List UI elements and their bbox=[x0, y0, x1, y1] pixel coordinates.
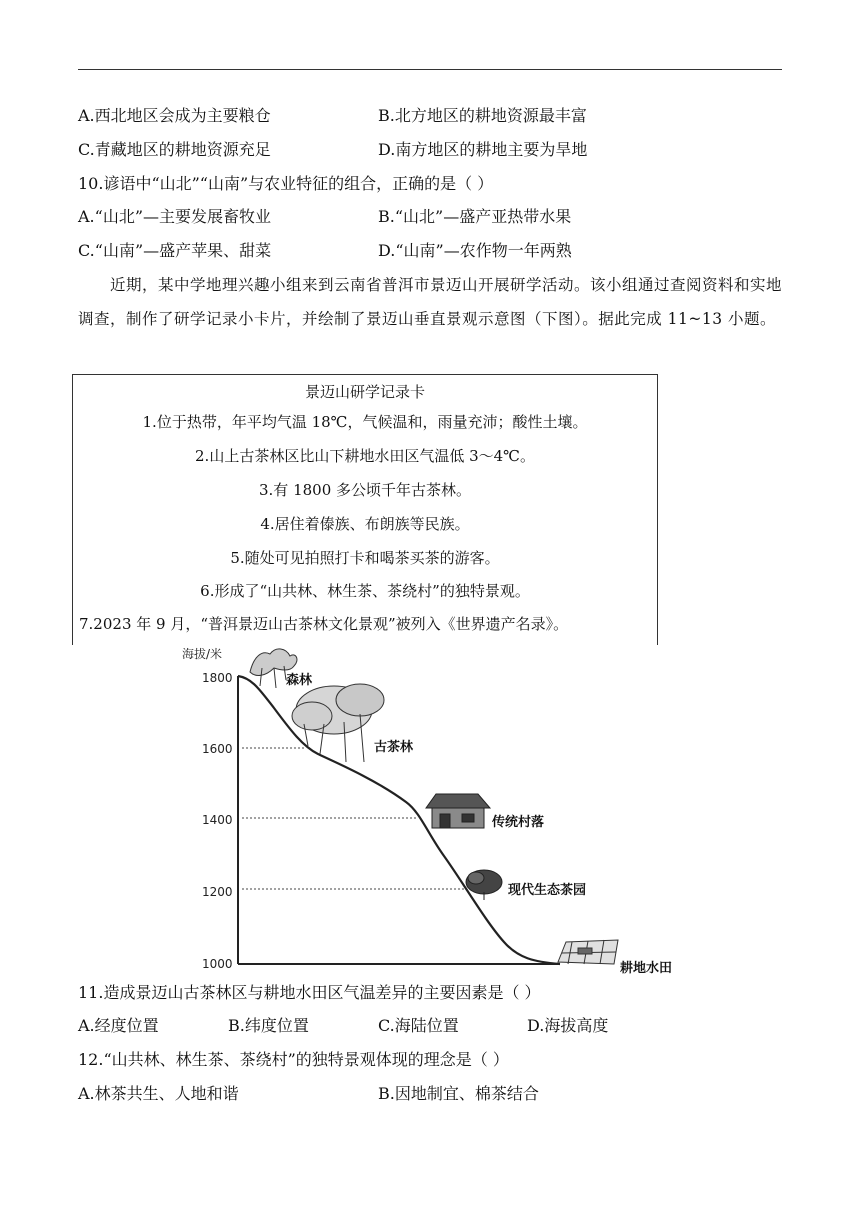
q12-option-a: A.林茶共生、人地和谐 bbox=[78, 1084, 239, 1103]
q12-option-b: B.因地制宜、棉茶结合 bbox=[378, 1084, 539, 1103]
tick-label-1200: 1200 bbox=[202, 885, 233, 899]
record-card-item: 6.形成了“山共林、林生茶、茶绕村”的独特景观。 bbox=[200, 582, 530, 600]
tick-label-1000: 1000 bbox=[202, 957, 233, 971]
record-card-item: 7.2023 年 9 月，“普洱景迈山古茶林文化景观”被列入《世界遗产名录》。 bbox=[79, 615, 569, 633]
q12-stem: 12.“山共林、林生茶、茶绕村”的独特景观体现的理念是（ ） bbox=[78, 1050, 509, 1069]
label-paddy-field: 耕地水田 bbox=[620, 961, 673, 976]
q11-option-d: D.海拔高度 bbox=[527, 1016, 609, 1035]
diagram-svg bbox=[174, 642, 694, 978]
q11-option-c: C.海陆位置 bbox=[378, 1016, 459, 1035]
q10-option-c: C.“山南”—盛产苹果、甜菜 bbox=[78, 241, 272, 260]
q11-option-b: B.纬度位置 bbox=[228, 1016, 309, 1035]
paddy-field-icon bbox=[558, 940, 618, 964]
tick-label-1800: 1800 bbox=[202, 671, 233, 685]
record-card-item: 3.有 1800 多公顷千年古茶林。 bbox=[258, 481, 472, 499]
q9-option-a: A.西北地区会成为主要粮仓 bbox=[78, 106, 271, 125]
q10-stem: 10.谚语中“山北”“山南”与农业特征的组合，正确的是（ ） bbox=[78, 174, 494, 193]
label-eco-tea-garden: 现代生态茶园 bbox=[508, 883, 587, 898]
record-card-item: 5.随处可见拍照打卡和喝茶买茶的游客。 bbox=[230, 549, 500, 567]
record-card bbox=[72, 374, 658, 645]
q10-option-a: A.“山北”—主要发展畜牧业 bbox=[78, 207, 272, 226]
ancient-tea-forest-icon bbox=[292, 684, 384, 762]
village-house-icon bbox=[426, 794, 490, 828]
q10-option-b: B.“山北”—盛产亚热带水果 bbox=[378, 207, 572, 226]
vertical-landscape-diagram bbox=[174, 642, 694, 978]
record-card-item: 2.山上古茶林区比山下耕地水田区气温低 3～4℃。 bbox=[195, 447, 535, 465]
q9-option-b: B.北方地区的耕地资源最丰富 bbox=[378, 106, 587, 125]
tick-label-1400: 1400 bbox=[202, 813, 233, 827]
label-ancient-tea-forest: 古茶林 bbox=[374, 740, 414, 755]
label-forest: 森林 bbox=[286, 673, 313, 688]
header-rule bbox=[78, 69, 782, 70]
record-card-item: 4.居住着傣族、布朗族等民族。 bbox=[260, 515, 470, 533]
q9-option-c: C.青藏地区的耕地资源充足 bbox=[78, 140, 271, 159]
passage-text: 近期，某中学地理兴趣小组来到云南省普洱市景迈山开展研学活动。该小组通过查阅资料和实地调查，制作了研学记录小卡片，并绘制了景迈山垂直景观示意图（下图）。据此完成 11~13 小题。 bbox=[78, 276, 783, 328]
y-axis-label: 海拔/米 bbox=[182, 647, 223, 661]
record-card-item: 1.位于热带，年平均气温 18℃，气候温和，雨量充沛；酸性土壤。 bbox=[142, 413, 588, 431]
q10-option-d: D.“山南”—农作物一年两熟 bbox=[378, 241, 572, 260]
q11-stem: 11.造成景迈山古茶林区与耕地水田区气温差异的主要因素是（ ） bbox=[78, 983, 541, 1002]
q9-option-d: D.南方地区的耕地主要为旱地 bbox=[378, 140, 588, 159]
record-card-title: 景迈山研学记录卡 bbox=[304, 383, 425, 401]
q11-option-a: A.经度位置 bbox=[78, 1016, 159, 1035]
tick-label-1600: 1600 bbox=[202, 742, 233, 756]
label-village: 传统村落 bbox=[492, 815, 545, 830]
